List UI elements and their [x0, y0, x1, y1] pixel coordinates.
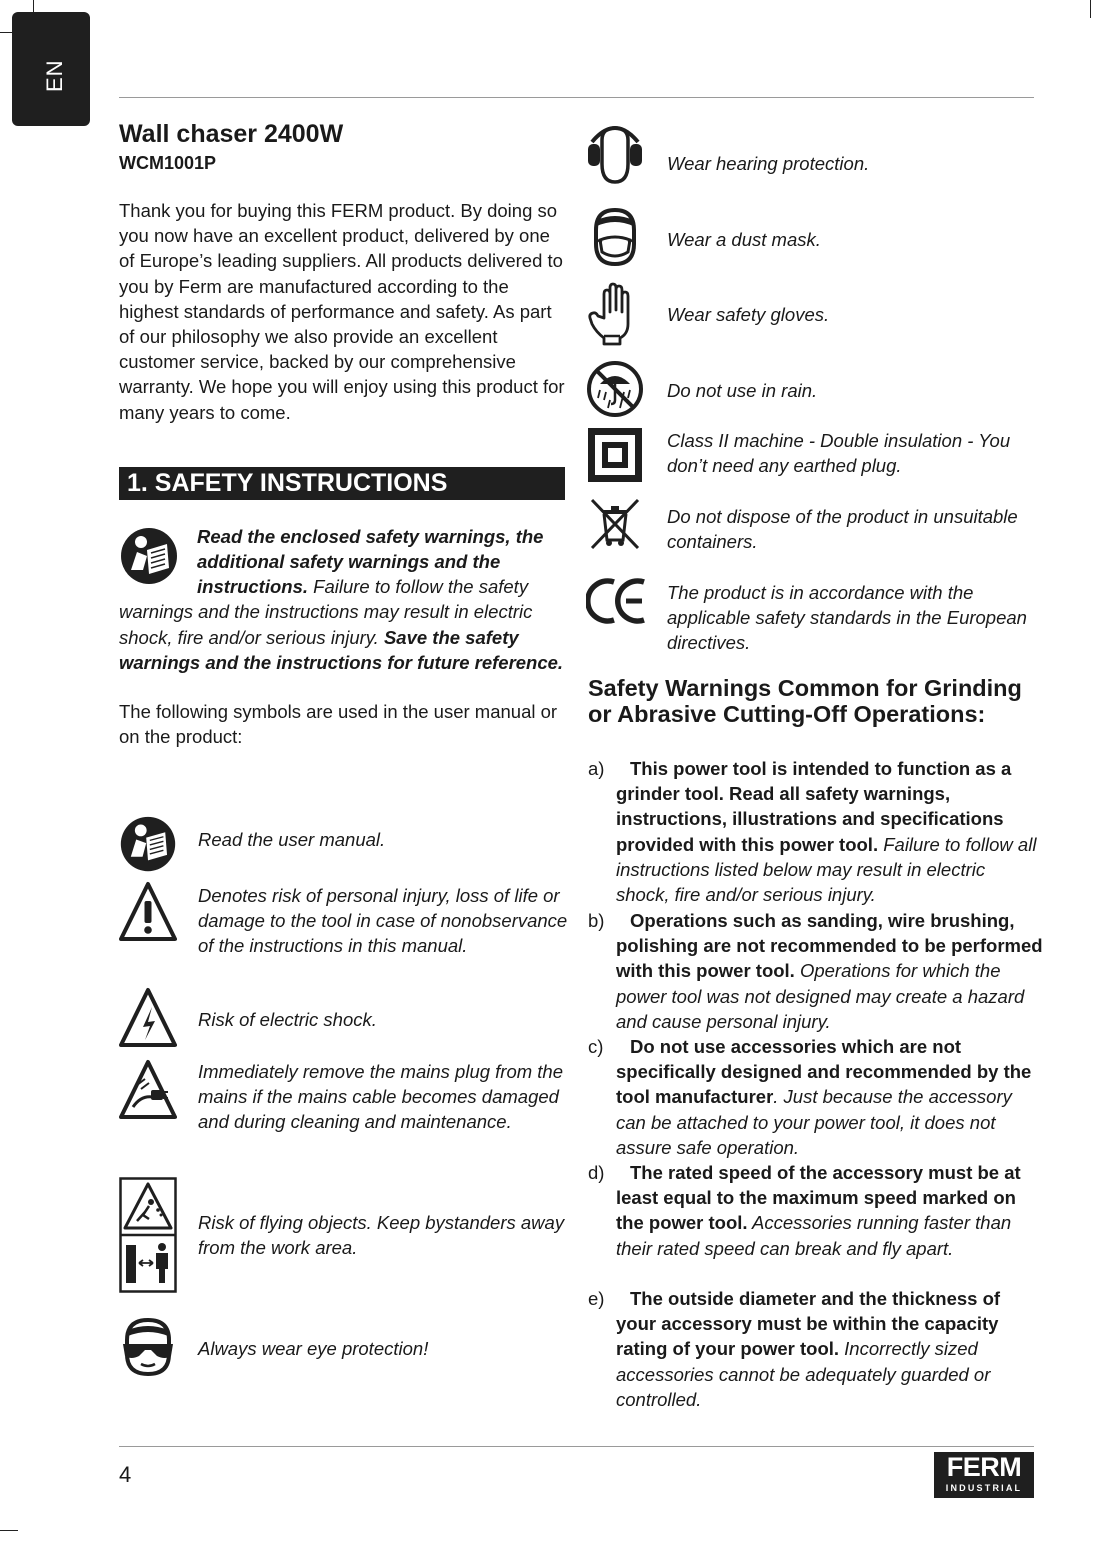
warning-item [588, 1034, 1043, 1160]
symbols-intro: The following symbols are used in the user manual or on the product: [119, 701, 558, 748]
crop-mark [0, 1530, 18, 1531]
electric-shock-icon [119, 987, 177, 1049]
warning-item [588, 1286, 1043, 1412]
left-column [119, 118, 569, 1359]
read-manual-icon [119, 815, 177, 873]
eye-protection-icon [119, 1316, 177, 1378]
logo-brand: FERM [946, 1452, 1022, 1482]
symbol-text: Risk of flying objects. Keep bystanders away from the work area. [198, 1212, 565, 1259]
symbol-text: Wear a dust mask. [667, 229, 821, 250]
warning-item-bold: This power tool is intended to function as a grinder tool. Read all safety warnings, instructions, illustrations and specifications provided with this power tool. [616, 758, 1012, 855]
warning-bold-save: Save the safety warnings and the instructions for future reference. [119, 626, 564, 673]
symbol-text: Wear safety gloves. [667, 304, 830, 325]
warning-item-text: Failure to follow all instructions listed below may result in electric shock, fire and/or serious injury. [616, 833, 1037, 906]
weee-bin-icon [586, 496, 644, 552]
symbol-text: Read the user manual. [198, 829, 386, 850]
flying-objects-icon [119, 1177, 177, 1293]
page-number: 4 [119, 1462, 132, 1487]
warning-item-text: . Just because the accessory can be attached to your power tool, it does not assure safe operation. [616, 1086, 1012, 1158]
warning-item-letter: c) [588, 1036, 604, 1057]
symbol-text: Always wear eye protection! [198, 1338, 429, 1359]
symbol-text: Risk of electric shock. [198, 1009, 377, 1030]
product-model: WCM1001P [119, 153, 217, 173]
warning-item-bold: Operations such as sanding, wire brushing, polishing are not recommended to be performed with this power tool. [616, 910, 1043, 982]
class-ii-icon [586, 426, 644, 484]
safety-warning-paragraph [119, 524, 569, 675]
warning-item-text: Operations for which the power tool was not designed may create a hazard and cause personal injury. [616, 960, 1025, 1032]
ferm-logo [934, 1452, 1034, 1498]
warning-item-bold: Do not use accessories which are not specifically designed and recommended by the tool manufacturer [616, 1036, 1032, 1108]
warning-item-bold: The rated speed of the accessory must be at least equal to the maximum speed marked on the power tool. [616, 1162, 1021, 1234]
warning-bold-lead: Read the enclosed safety warnings, the additional safety warnings and the instructions. [197, 525, 544, 598]
symbol-text: Class II machine - Double insulation - You don’t need any earthed plug. [667, 430, 1011, 477]
warning-triangle-icon [119, 881, 177, 943]
safety-gloves-icon [586, 282, 644, 346]
warning-item-letter: b) [588, 910, 605, 931]
section-heading: 1. SAFETY INSTRUCTIONS [119, 467, 565, 500]
symbol-text: Immediately remove the mains plug from the mains if the mains cable becomes damaged and during cleaning and maintenance. [198, 1061, 564, 1133]
language-label: EN [42, 59, 67, 92]
warning-item-text: Accessories running faster than their rated speed can break and fly apart. [616, 1212, 1012, 1259]
hearing-protection-icon [586, 124, 644, 186]
warning-item [588, 756, 1043, 907]
product-title: Wall chaser 2400W [119, 120, 344, 148]
ce-mark-icon [586, 576, 648, 626]
symbol-text: Denotes risk of personal injury, loss of life or damage to the tool in case of nonobservance of the instructions in this manual. [198, 885, 568, 957]
warning-item-text: Incorrectly sized accessories cannot be adequately guarded or controlled. [616, 1338, 991, 1410]
dust-mask-icon [586, 206, 644, 268]
intro-paragraph: Thank you for buying this FERM product. By doing so you now have an excellent product, delivered by one of Europe’s leading suppliers. All products delivered to you by Ferm are manufactured according to the highest standards of performance and safety. As part of our philosophy we also provide an excellent customer service, backed by our comprehensive warranty. We hope you will enjoy using this product for many years to come. [119, 200, 565, 423]
warning-item-letter: e) [588, 1288, 605, 1309]
symbol-text: Do not dispose of the product in unsuitable containers. [667, 506, 1018, 553]
symbol-text: The product is in accordance with the applicable safety standards in the European directives. [667, 582, 1027, 654]
warning-item [588, 1160, 1043, 1261]
symbol-text: Wear hearing protection. [667, 153, 870, 174]
read-manual-icon [119, 526, 183, 590]
crop-mark [1090, 0, 1091, 18]
header-rule [119, 97, 1034, 98]
logo-subtitle: INDUSTRIAL [945, 1483, 1023, 1493]
symbol-text: Do not use in rain. [667, 380, 818, 401]
warning-item-bold: The outside diameter and the thickness of your accessory must be within the capacity rating of your power tool. [616, 1288, 1001, 1360]
common-warnings-title: Safety Warnings Common for Grinding or Abrasive Cutting-Off Operations: [588, 675, 1022, 727]
warning-item-letter: a) [588, 758, 605, 779]
language-tab [12, 12, 90, 126]
footer-rule [119, 1446, 1034, 1447]
warning-item-letter: d) [588, 1162, 605, 1183]
no-rain-icon [586, 360, 644, 418]
unplug-icon [119, 1059, 177, 1121]
warning-item [588, 908, 1043, 1034]
warning-text: Failure to follow the safety warnings and the instructions may result in electric shock, fire and/or serious injury. [119, 576, 533, 648]
